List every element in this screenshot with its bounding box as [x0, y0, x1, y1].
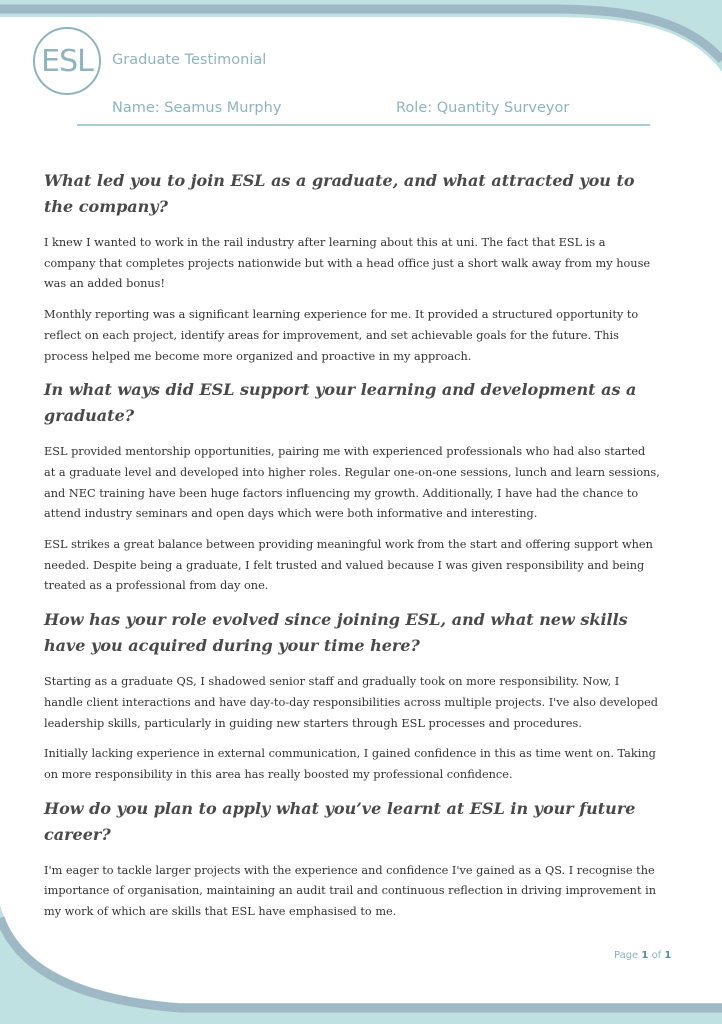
- page-number: [614, 950, 671, 961]
- page-total: 1: [664, 950, 672, 961]
- question-heading: How do you plan to apply what you’ve learnt at ESL in your future career?: [44, 798, 636, 844]
- question-heading: In what ways did ESL support your learning and development as a graduate?: [44, 380, 637, 426]
- question-heading: What led you to join ESL as a graduate, and what attracted you to the company?: [44, 171, 635, 216]
- page-word: Page: [614, 950, 639, 961]
- of-word: of: [651, 950, 662, 961]
- document-type-label: Graduate Testimonial: [112, 52, 267, 68]
- answer-paragraph: ESL provided mentorship opportunities, pairing me with experienced professionals who had also started at a graduate level and developed into higher roles. Regular one-on-one sessions, lunch and learn sessions, and NEC training have been huge factors influencing my growth. Additionally, I have had the chance to attend industry seminars and open days which were both informative and interesting.: [44, 445, 660, 521]
- page-current: 1: [641, 950, 649, 961]
- testimonial-body: [44, 168, 660, 933]
- graduate-name: Name: Seamus Murphy: [112, 100, 282, 116]
- graduate-role: Role: Quantity Surveyor: [396, 100, 570, 116]
- esl-logo: ESL: [33, 27, 101, 95]
- answer-paragraph: Monthly reporting was a significant learning experience for me. It provided a structured opportunity to reflect on each project, identify areas for improvement, and set achievable goals for the future. This process helped me become more organized and proactive in my approach.: [44, 308, 639, 363]
- question-heading: How has your role evolved since joining ESL, and what new skills have you acquired during your time here?: [44, 610, 628, 656]
- answer-paragraph: Starting as a graduate QS, I shadowed senior staff and gradually took on more responsibility. Now, I handle client interactions and have day-to-day responsibilities across multiple projects. I've also developed leadership skills, particularly in guiding new starters through ESL processes and procedures.: [44, 675, 659, 730]
- answer-paragraph: Initially lacking experience in external communication, I gained confidence in this as time went on. Taking on more responsibility in this area has really boosted my professional confidence.: [44, 747, 656, 781]
- answer-paragraph: I knew I wanted to work in the rail industry after learning about this at uni. The fact that ESL is a company that completes projects nationwide but with a head office just a short walk away from my house was an added bonus!: [44, 236, 651, 291]
- answer-paragraph: ESL strikes a great balance between providing meaningful work from the start and offering support when needed. Despite being a graduate, I felt trusted and valued because I was given responsibility and being treated as a professional from day one.: [44, 538, 653, 593]
- answer-paragraph: I'm eager to tackle larger projects with the experience and confidence I've gained as a QS. I recognise the importance of organisation, maintaining an audit trail and continuous reflection in driving improvement in my work of which are skills that ESL have emphasised to me.: [44, 863, 656, 919]
- header-divider: [77, 124, 650, 126]
